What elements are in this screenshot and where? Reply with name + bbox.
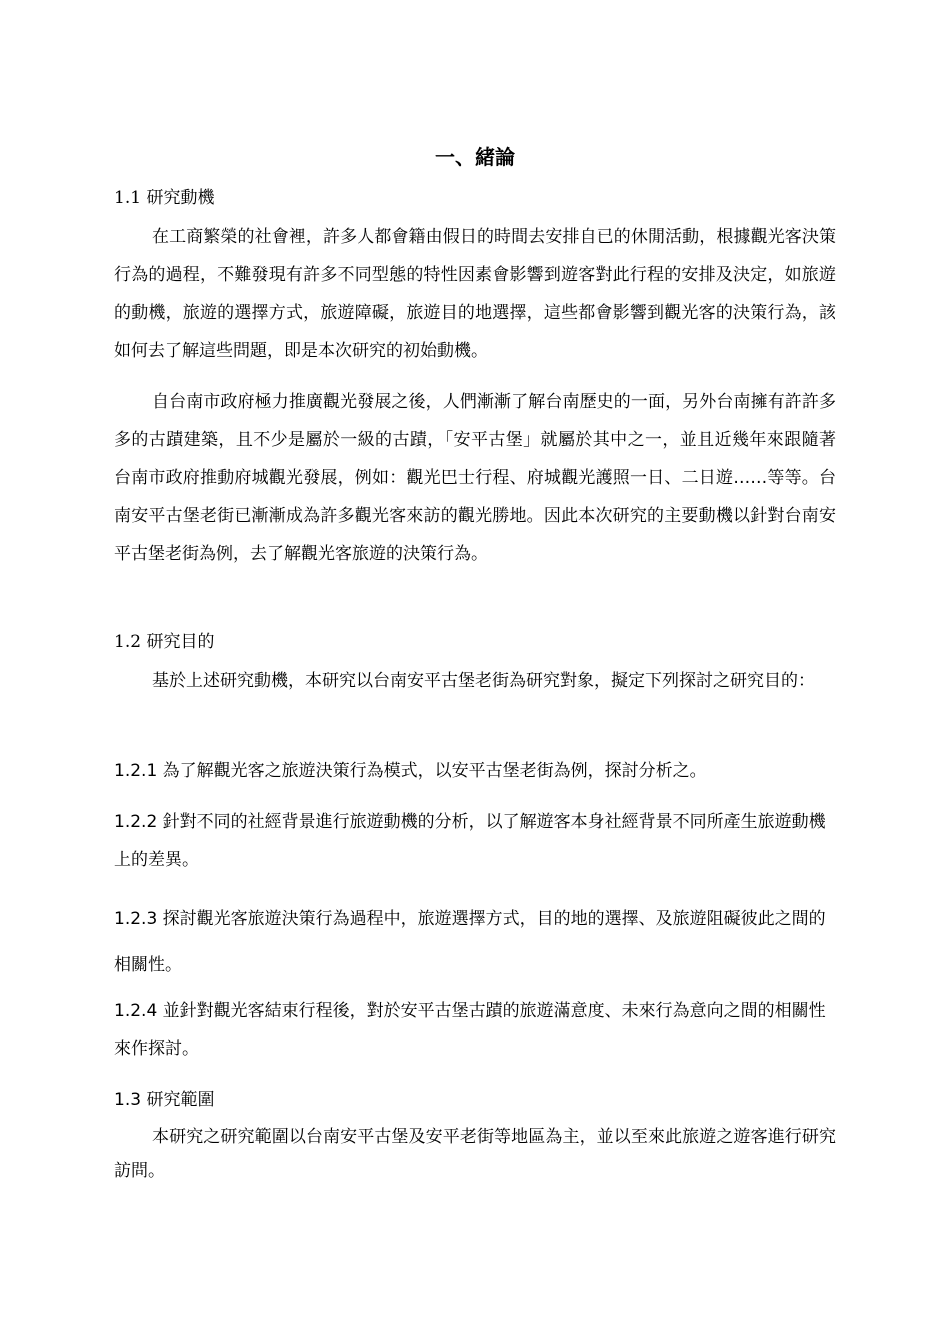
- chapter-title: 一、緒論: [435, 145, 515, 169]
- purpose-item-1-2-1: 1.2.1 為了解觀光客之旅遊決策行為模式，以安平古堡老街為例，探討分析之。: [114, 761, 707, 781]
- purpose-item-1-2-4: 1.2.4 並針對觀光客結束行程後，對於安平古堡古蹟的旅遊滿意度、未來行為意向之間的相關性來作探討。: [114, 1001, 826, 1059]
- section-heading-1-1: 1.1 研究動機: [114, 188, 215, 208]
- motivation-paragraph-1: 在工商繁榮的社會裡，許多人都會籍由假日的時間去安排自已的休閒活動，根據觀光客決策行為的過程，不難發現有許多不同型態的特性因素會影響到遊客對此行程的安排及決定，如旅遊的動機，旅遊的選擇方式，旅遊障礙，旅遊目的地選擇，這些都會影響到觀光客的決策行為，該如何去了解這些問題，即是本次研究的初始動機。: [114, 227, 836, 361]
- purpose-item-1-2-2: 1.2.2 針對不同的社經背景進行旅遊動機的分析，以了解遊客本身社經背景不同所產生旅遊動機上的差異。: [114, 812, 826, 870]
- motivation-paragraph-2: 自台南市政府極力推廣觀光發展之後，人們漸漸了解台南歷史的一面，另外台南擁有許許多多的古蹟建築，且不少是屬於一級的古蹟，「安平古堡」就屬於其中之一，並且近幾年來跟隨著台南市政府推動府城觀光發展，例如：觀光巴士行程、府城觀光護照一日、二日遊……等等。台南安平古堡老街已漸漸成為許多觀光客來訪的觀光勝地。因此本次研究的主要動機以針對台南安平古堡老街為例，去了解觀光客旅遊的決策行為。: [114, 392, 836, 564]
- section-heading-1-3: 1.3 研究範圍: [114, 1090, 215, 1110]
- section-heading-1-2: 1.2 研究目的: [114, 632, 215, 652]
- scope-paragraph: 本研究之研究範圍以台南安平古堡及安平老街等地區為主，並以至來此旅遊之遊客進行研究訪問。: [114, 1127, 836, 1181]
- purpose-intro-paragraph: 基於上述研究動機，本研究以台南安平古堡老街為研究對象，擬定下列探討之研究目的：: [152, 671, 815, 691]
- purpose-item-1-2-3: 1.2.3 探討觀光客旅遊決策行為過程中，旅遊選擇方式，目的地的選擇、及旅遊阻礙彼此之間的相關性。: [114, 909, 826, 975]
